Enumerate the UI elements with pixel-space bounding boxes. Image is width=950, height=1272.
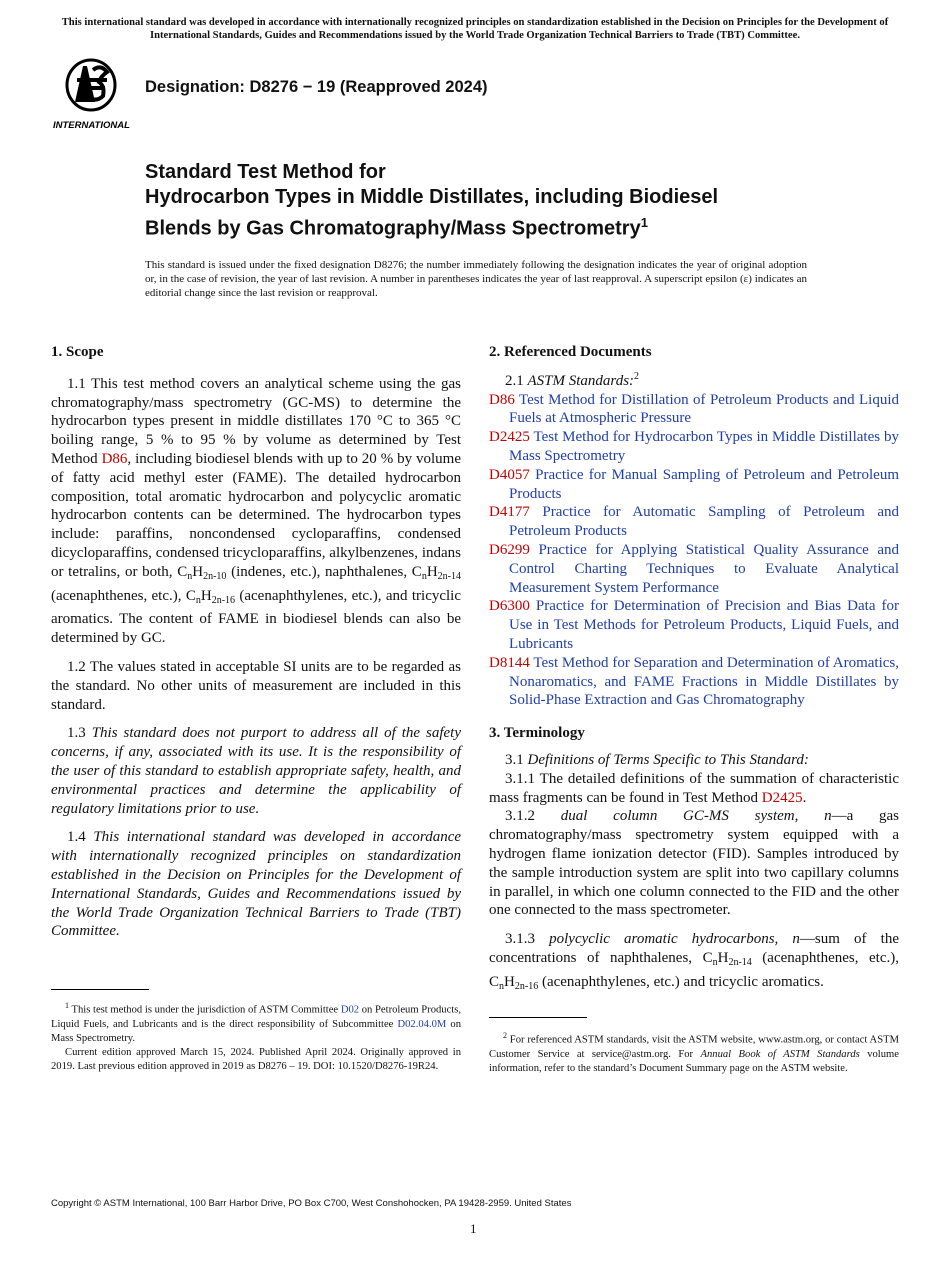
references-heading: 2. Referenced Documents	[489, 344, 652, 360]
formula-sub: 2n-14	[728, 956, 752, 968]
reference-title-link[interactable]: Practice for Manual Sampling of Petroleum and Petroleum Products	[509, 466, 899, 502]
reference-title-link[interactable]: Practice for Automatic Sampling of Petroleum and Petroleum Products	[509, 504, 899, 540]
text: Annual Book of ASTM Standards	[700, 1048, 860, 1060]
reference-code-link[interactable]: D8144	[489, 654, 530, 671]
formula-h: H	[426, 563, 438, 580]
footnote-mark: 1	[65, 1001, 69, 1010]
reference-code-link[interactable]: D2425	[489, 429, 530, 446]
reference-item	[489, 503, 899, 541]
formula-sub: 2n-16	[211, 594, 236, 606]
reference-title-link[interactable]: Practice for Determination of Precision and Bias Data for Use in Test Methods for Petroleum Products, Liquid Fuels, and Lubricants	[509, 598, 899, 652]
scope-1-4	[51, 828, 461, 941]
text: volume information, refer to the standard’s Document Summary page on the ASTM website.	[489, 1048, 899, 1074]
reference-code-link[interactable]: D6300	[489, 598, 530, 615]
formula-h: H	[717, 949, 729, 966]
scope-heading: 1. Scope	[51, 344, 104, 360]
logo-text: INTERNATIONAL	[53, 120, 130, 131]
footnote-1	[51, 999, 461, 1075]
preamble: This standard is issued under the fixed designation D8276; the number immediately following the designation indicates the year of original adoption or, in the case of revision, the year of last revision. A number in parentheses indicates the year of last reapproval. A superscript epsilon (ε) indicates an editorial change since the last revision or reapproval.	[145, 259, 807, 300]
formula-c: C	[702, 949, 713, 966]
footnote-2	[489, 1029, 899, 1076]
link-d02-04-0m[interactable]: D02.04.0M	[397, 1018, 447, 1030]
text: —sum of the concentrations of naphthalenes,	[489, 931, 899, 966]
astm-logo	[53, 56, 135, 132]
reference-code-link[interactable]: D6299	[489, 541, 530, 558]
footnote-rule	[489, 1017, 587, 1018]
text: This standard does not purport to address all of the safety concerns, if any, associated with its use. It is the responsibility of the user of this standard to establish appropriate safety, health, and environmental practices and determine the applicability of regulatory limitations prior to use.	[51, 725, 462, 817]
term-3-1-1	[489, 770, 899, 808]
text: 3.1.1 The detailed definitions of the summation of characteristic mass fragments can be found in Test Method	[489, 770, 899, 806]
text: This international standard was developed in accordance with internationally recognized principles on standardization established in the Decision on Principles for the Development of International Standards, Guides and Recommendations issued by the World Trade Organization Technical Barriers to Trade (TBT) Committee.	[51, 829, 462, 940]
scope-1-2: 1.2 The values stated in acceptable SI units are to be regarded as the standard. No other units of measurement are included in this standard.	[51, 658, 461, 713]
reference-item	[489, 654, 899, 710]
reference-title-link[interactable]: Test Method for Hydrocarbon Types in Middle Distillates by Mass Spectrometry	[509, 429, 899, 464]
text: This test method is under the jurisdiction of ASTM Committee	[69, 1004, 341, 1016]
scope-section	[51, 343, 461, 941]
page-number: 1	[470, 1221, 477, 1236]
text: (indenes, etc.), naphthalenes,	[226, 563, 412, 580]
formula-sub: 2n-16	[514, 980, 539, 992]
footnote-1-edition: Current edition approved March 15, 2024. Published April 2024. Originally approved in 2019. Last previous edition approved in 2019 as D8276 – 19. DOI: 10.1520/D8276-19R24.	[51, 1047, 461, 1073]
link-d86[interactable]: D86	[101, 450, 128, 467]
text: (acenaphthenes, etc.),	[751, 949, 899, 966]
scope-1-1	[51, 375, 461, 648]
terminology-heading: 3. Terminology	[489, 725, 585, 742]
astm-logo-icon	[53, 56, 135, 132]
text: —a gas chromatography/mass spectrometry system equipped with a hydrogen flame ionization detector (FID). Samples introduced by the sample introduction system are split into two capillary columns in parallel, in which one column connected to the FID and the other one connected to the mass spectrometer.	[489, 808, 900, 919]
text: 3.1	[505, 751, 528, 768]
text: 1.1 This test method covers an analytical scheme using the gas chromatography/mass spectrometry (GC-MS) to determine the hydrocarbon types present in middle distillates 170 °C to 365 °C boiling range, 5 % to 95 % by volume as determined by Test Method	[51, 375, 461, 467]
title-line-1: Standard Test Method for	[145, 161, 386, 183]
term-3-1-2	[489, 807, 899, 920]
document-title	[145, 160, 845, 242]
reference-item	[489, 391, 899, 429]
copyright: Copyright © ASTM International, 100 Barr Harbor Drive, PO Box C700, West Conshohocken, PA 19428-2959. United States	[51, 1198, 572, 1209]
text: dual column GC-MS system, n	[560, 808, 832, 825]
link-d2425[interactable]: D2425	[761, 789, 803, 806]
formula-c: C	[411, 563, 422, 580]
formula-sub: n	[712, 956, 718, 968]
title-footnote-mark: 1	[640, 215, 648, 230]
reference-item	[489, 466, 899, 504]
text: 3.1.2	[505, 808, 561, 825]
header-notice: This international standard was developed in accordance with internationally recognized principles on standardization established in the Decision on Principles for the Development of International Standards, Guides and Recommendations issued by the World Trade Organization Technical Barriers to Trade (TBT) Committee.	[61, 17, 889, 41]
title-line-2: Hydrocarbon Types in Middle Distillates, including Biodiesel	[145, 186, 719, 208]
formula-h: H	[200, 587, 212, 604]
reference-item	[489, 541, 899, 597]
reference-item	[489, 597, 899, 653]
reference-title-link[interactable]: Test Method for Separation and Determination of Aromatics, Nonaromatics, and FAME Fractions in Middle Distillates by Solid-Phase Extraction and Gas Chromatography	[509, 654, 899, 709]
text: on Mass Spectrometry.	[51, 1018, 462, 1044]
formula-sub: 2n-14	[437, 570, 461, 582]
reference-code-link[interactable]: D4177	[489, 504, 530, 521]
references-section	[489, 343, 899, 997]
formula-sub: n	[421, 570, 427, 582]
formula-sub: n	[499, 980, 505, 992]
formula-sub: n	[195, 594, 201, 606]
term-3-1-3	[489, 930, 899, 996]
footnote-rule	[51, 989, 149, 990]
footnote-2-text	[489, 1029, 899, 1076]
text: on Petroleum Products, Liquid Fuels, and Lubricants and is the direct responsibility of Subcommittee	[51, 1004, 462, 1030]
text: ASTM Standards:	[527, 372, 635, 389]
designation: Designation: D8276 − 19 (Reapproved 2024)	[145, 78, 488, 96]
text: 2.1	[505, 372, 528, 389]
reference-code-link[interactable]: D4057	[489, 466, 530, 483]
text: (acenaphthylenes, etc.) and tricyclic aromatics.	[538, 973, 824, 990]
formula-sub: 2n-10	[203, 570, 227, 582]
reference-title-link[interactable]: Test Method for Distillation of Petroleum Products and Liquid Fuels at Atmospheric Pressure	[509, 391, 899, 427]
footnote-1-text	[51, 999, 461, 1046]
footnote-mark: 2	[634, 370, 640, 382]
scope-1-3	[51, 724, 461, 818]
reference-code-link[interactable]: D86	[489, 391, 515, 408]
text: 3.1.3	[505, 931, 550, 948]
reference-item	[489, 428, 899, 466]
text: For referenced ASTM standards, visit the ASTM website, www.astm.org, or contact ASTM Customer Service at service@astm.org. For	[489, 1034, 899, 1060]
text: (acenaphthenes, etc.),	[51, 587, 186, 604]
text: Definitions of Terms Specific to This Standard:	[527, 751, 809, 768]
reference-list	[489, 391, 899, 711]
formula-h: H	[504, 973, 515, 990]
formula-c: C	[489, 973, 500, 990]
formula-h: H	[192, 563, 204, 580]
title-line-3	[145, 210, 845, 242]
formula-sub: n	[187, 570, 193, 582]
reference-title-link[interactable]: Practice for Applying Statistical Quality Assurance and Control Charting Techniques to Evaluate Analytical Measurement System Performance	[509, 541, 900, 596]
formula-c: C	[177, 563, 188, 580]
text: .	[802, 789, 807, 806]
term-3-1	[489, 751, 899, 770]
text: (acenaphthylenes, etc.), and tricyclic aromatics. The content of FAME in biodiesel blends can also be determined by GC.	[51, 587, 461, 647]
astm-standards-label	[489, 368, 899, 391]
text: polycyclic aromatic hydrocarbons, n	[549, 931, 800, 948]
text: 1.4	[67, 829, 94, 846]
link-d02[interactable]: D02	[340, 1004, 360, 1016]
text: 1.3	[67, 725, 92, 742]
title-line-3-text: Blends by Gas Chromatography/Mass Spectrometry	[145, 217, 641, 240]
text: , including biodiesel blends with up to 20 % by volume of fatty acid methyl ester (FAME). The detailed hydrocarbon composition, total aromatic hydrocarbon and polycyclic aromatic hydrocarbon contents can be determined. The hydrocarbon types include: paraffins, noncondensed cycloparaffins, condensed dicycloparaffins, condensed tricycloparaffins, alkylbenzenes, indans or tetralins, or both,	[51, 450, 461, 580]
formula-c: C	[185, 587, 196, 604]
footnote-mark: 2	[503, 1031, 507, 1040]
